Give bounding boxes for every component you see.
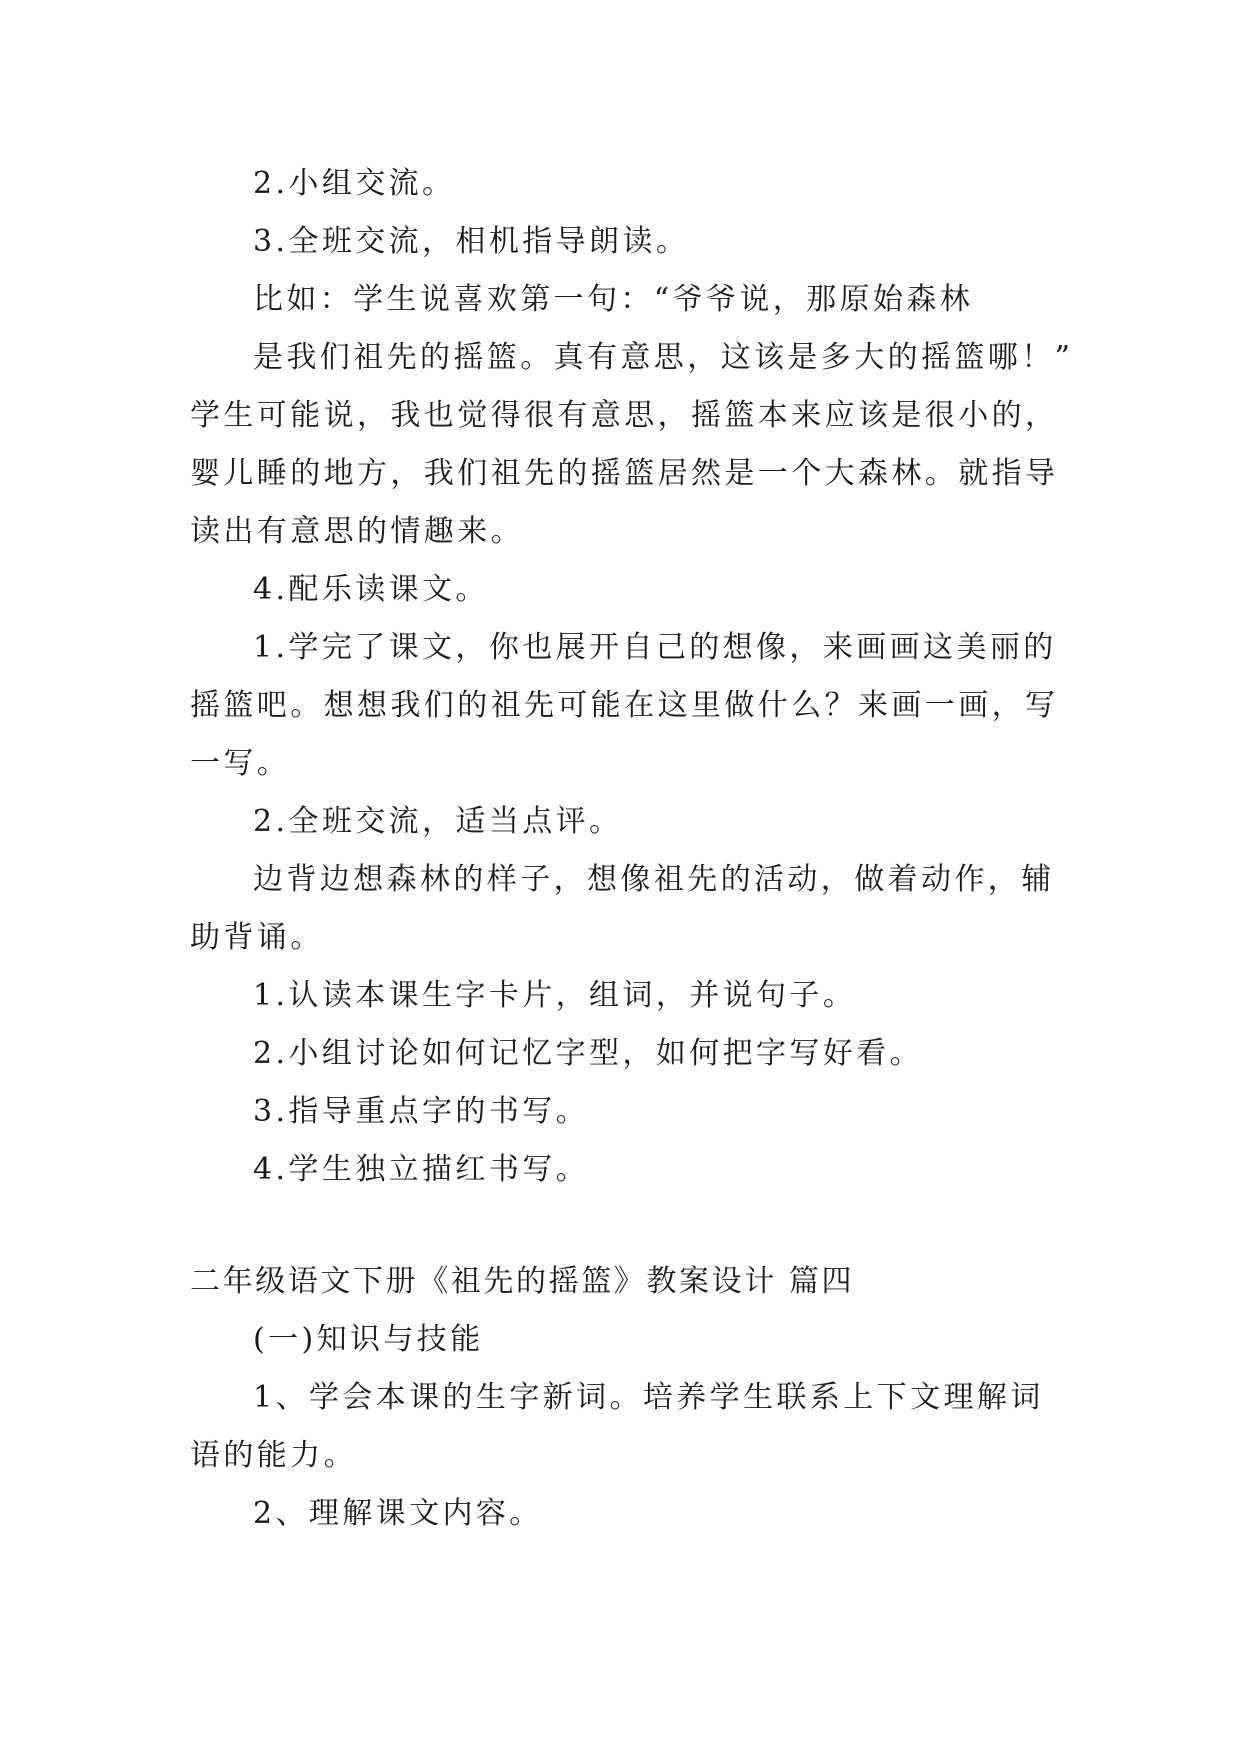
text-line: 1.学完了课文，你也展开自己的想像，来画画这美丽的 <box>253 630 1057 665</box>
text-line: 助背诵。 <box>190 920 324 955</box>
text-line: 4.学生独立描红书写。 <box>253 1152 590 1187</box>
text-line: 是我们祖先的摇篮。真有意思，这该是多大的摇篮哪！” <box>253 340 1074 375</box>
text-line: 读出有意思的情趣来。 <box>190 514 524 549</box>
text-line: 一写。 <box>190 746 291 781</box>
text-line: 比如：学生说喜欢第一句：“爷爷说，那原始森林 <box>253 282 974 317</box>
text-line: (一)知识与技能 <box>253 1322 484 1357</box>
text-line: 2.全班交流，适当点评。 <box>253 804 623 839</box>
text-line: 摇篮吧。想想我们的祖先可能在这里做什么？来画一画，写 <box>190 688 1059 723</box>
text-line: 学生可能说，我也觉得很有意思，摇篮本来应该是很小的， <box>190 398 1059 433</box>
text-line: 2、理解课文内容。 <box>253 1496 543 1531</box>
text-line: 2.小组交流。 <box>253 166 456 201</box>
text-line: 1.认读本课生字卡片，组词，并说句子。 <box>253 978 857 1013</box>
text-line: 语的能力。 <box>190 1438 357 1473</box>
text-line: 3.全班交流，相机指导朗读。 <box>253 224 690 259</box>
section-heading: 二年级语文下册《祖先的摇篮》教案设计 篇四 <box>190 1264 855 1299</box>
text-line: 1、学会本课的生字新词。培养学生联系上下文理解词 <box>253 1380 1044 1415</box>
text-line: 边背边想森林的样子，想像祖先的活动，做着动作，辅 <box>253 862 1055 897</box>
text-line: 3.指导重点字的书写。 <box>253 1094 590 1129</box>
text-line: 2.小组讨论如何记忆字型，如何把字写好看。 <box>253 1036 924 1071</box>
text-line: 4.配乐读课文。 <box>253 572 489 607</box>
text-line: 婴儿睡的地方，我们祖先的摇篮居然是一个大森林。就指导 <box>190 456 1059 491</box>
